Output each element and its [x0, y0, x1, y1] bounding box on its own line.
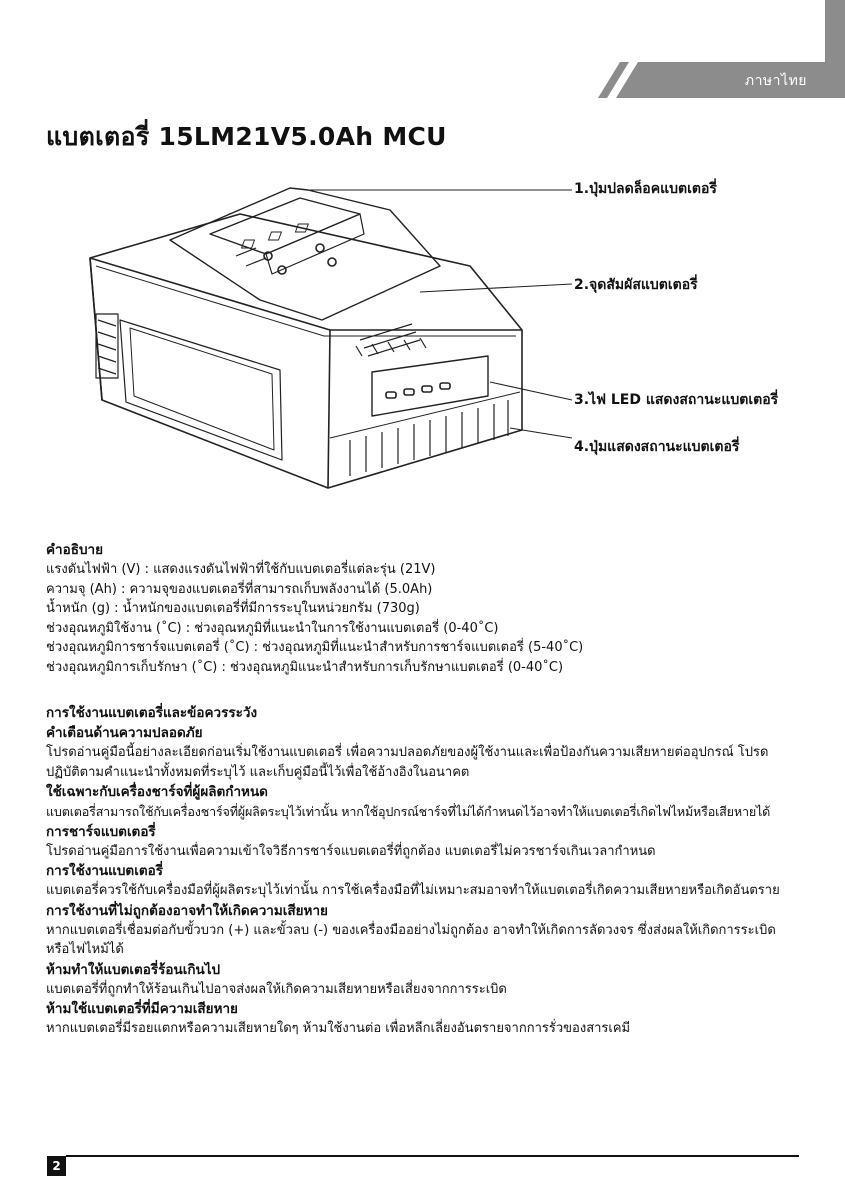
section-heading: การใช้งานแบตเตอรี่ [46, 863, 163, 879]
section-heading: คำเตือนด้านความปลอดภัย [46, 725, 203, 741]
section-line: แบตเตอรี่ที่ถูกทำให้ร้อนเกินไปอาจส่งผลให้เกิดความเสียหายหรือเสี่ยงจากการระเบิด [46, 981, 507, 997]
safety-heading: การใช้งานแบตเตอรี่และข้อควรระวัง [46, 705, 258, 721]
section-line: แบตเตอรี่สามารถใช้กับเครื่องชาร์จที่ผู้ผลิตระบุไว้เท่านั้น หากใช้อุปกรณ์ชาร์จที่ไม่ได้กำหนดไว้อาจทำให้แบตเตอรี่เกิดไฟไหม้หรือเสียหายได้ [46, 804, 771, 819]
section-line: แบตเตอรี่ควรใช้กับเครื่องมือที่ผู้ผลิตระบุไว้เท่านั้น การใช้เครื่องมือที่ไม่เหมาะสมอาจทำให้แบตเตอรี่เกิดความเสียหายหรือเกิดอันตราย [46, 883, 780, 898]
section-heading: การชาร์จแบตเตอรี่ [46, 823, 156, 840]
section-line: โปรดอ่านคู่มือนี้อย่างละเอียดก่อนเริ่มใช้งานแบตเตอรี่ เพื่อความปลอดภัยของผู้ใช้งานและเพื่อป้องกันความเสียหายต่ออุปกรณ์ โปรด [46, 745, 769, 760]
callout-led-indicator: 3.ไฟ LED แสดงสถานะแบตเตอรี่ [574, 392, 779, 408]
callout-unlock-button: 1.ปุ่มปลดล็อคแบตเตอรี่ [574, 181, 717, 197]
section-heading: ใช้เฉพาะกับเครื่องชาร์จที่ผู้ผลิตกำหนด [46, 784, 268, 800]
battery-illustration [60, 170, 800, 510]
section-line: หากแบตเตอรี่เชื่อมต่อกับขั้วบวก (+) และขั้วลบ (-) ของเครื่องมืออย่างไม่ถูกต้อง อาจทำให้เกิดการลัดวงจร ซึ่งส่งผลให้เกิดการระเบิด [46, 922, 776, 938]
section-line: ปฏิบัติตามคำแนะนำทั้งหมดที่ระบุไว้ และเก็บคู่มือนี้ไว้เพื่อใช้อ้างอิงในอนาคต [46, 764, 470, 780]
description-line: ช่วงอุณหภูมิใช้งาน (˚C) : ช่วงอุณหภูมิที่แนะนำในการใช้งานแบตเตอรี่ (0-40˚C) [46, 620, 499, 636]
corner-tab [825, 0, 845, 62]
description-line: แรงดันไฟฟ้า (V) : แสดงแรงดันไฟฟ้าที่ใช้กับแบตเตอรี่แต่ละรุ่น (21V) [46, 562, 436, 577]
section-heading: ห้ามทำให้แบตเตอรี่ร้อนเกินไป [46, 961, 221, 978]
description-line: ช่วงอุณหภูมิการเก็บรักษา (˚C) : ช่วงอุณหภูมิแนะนำสำหรับการเก็บรักษาแบตเตอรี่ (0-40˚C) [46, 659, 564, 675]
section-heading: การใช้งานที่ไม่ถูกต้องอาจทำให้เกิดความเสียหาย [46, 902, 328, 919]
language-banner-shape [598, 62, 845, 98]
callout-status-button: 4.ปุ่มแสดงสถานะแบตเตอรี่ [574, 439, 740, 455]
section-line: หากแบตเตอรี่มีรอยแตกหรือความเสียหายใดๆ ห้ามใช้งานต่อ เพื่อหลีกเลี่ยงอันตรายจากการรั่วของสารเคมี [46, 1021, 631, 1036]
language-banner [598, 62, 845, 98]
language-label: ภาษาไทย [744, 73, 807, 89]
page-title: แบตเตอรี่ 15LM21V5.0Ah MCU [46, 122, 447, 151]
battery-diagram [60, 170, 800, 510]
body-text [46, 540, 816, 1039]
description-line: ช่วงอุณหภูมิการชาร์จแบตเตอรี่ (˚C) : ช่วงอุณหภูมิที่แนะนำสำหรับการชาร์จแบตเตอรี่ (5-40˚C) [46, 640, 584, 655]
section-line: โปรดอ่านคู่มือการใช้งานเพื่อความเข้าใจวิธีการชาร์จแบตเตอรี่ที่ถูกต้อง แบตเตอรี่ไม่ควรชาร์จเกินเวลากำหนด [46, 843, 656, 859]
footer-rule [66, 1155, 799, 1157]
page-number: 2 [47, 1156, 66, 1176]
callout-battery-contacts: 2.จุดสัมผัสแบตเตอรี่ [574, 277, 698, 293]
description-heading: คำอธิบาย [46, 542, 104, 558]
section-line: หรือไฟไหม้ได้ [46, 942, 124, 957]
section-heading: ห้ามใช้แบตเตอรี่ที่มีความเสียหาย [46, 1001, 238, 1017]
description-line: น้ำหนัก (g) : น้ำหนักของแบตเตอรี่ที่มีการระบุในหน่วยกรัม (730g) [46, 601, 420, 616]
description-line: ความจุ (Ah) : ความจุของแบตเตอรี่ที่สามารถเก็บพลังงานได้ (5.0Ah) [46, 581, 433, 597]
